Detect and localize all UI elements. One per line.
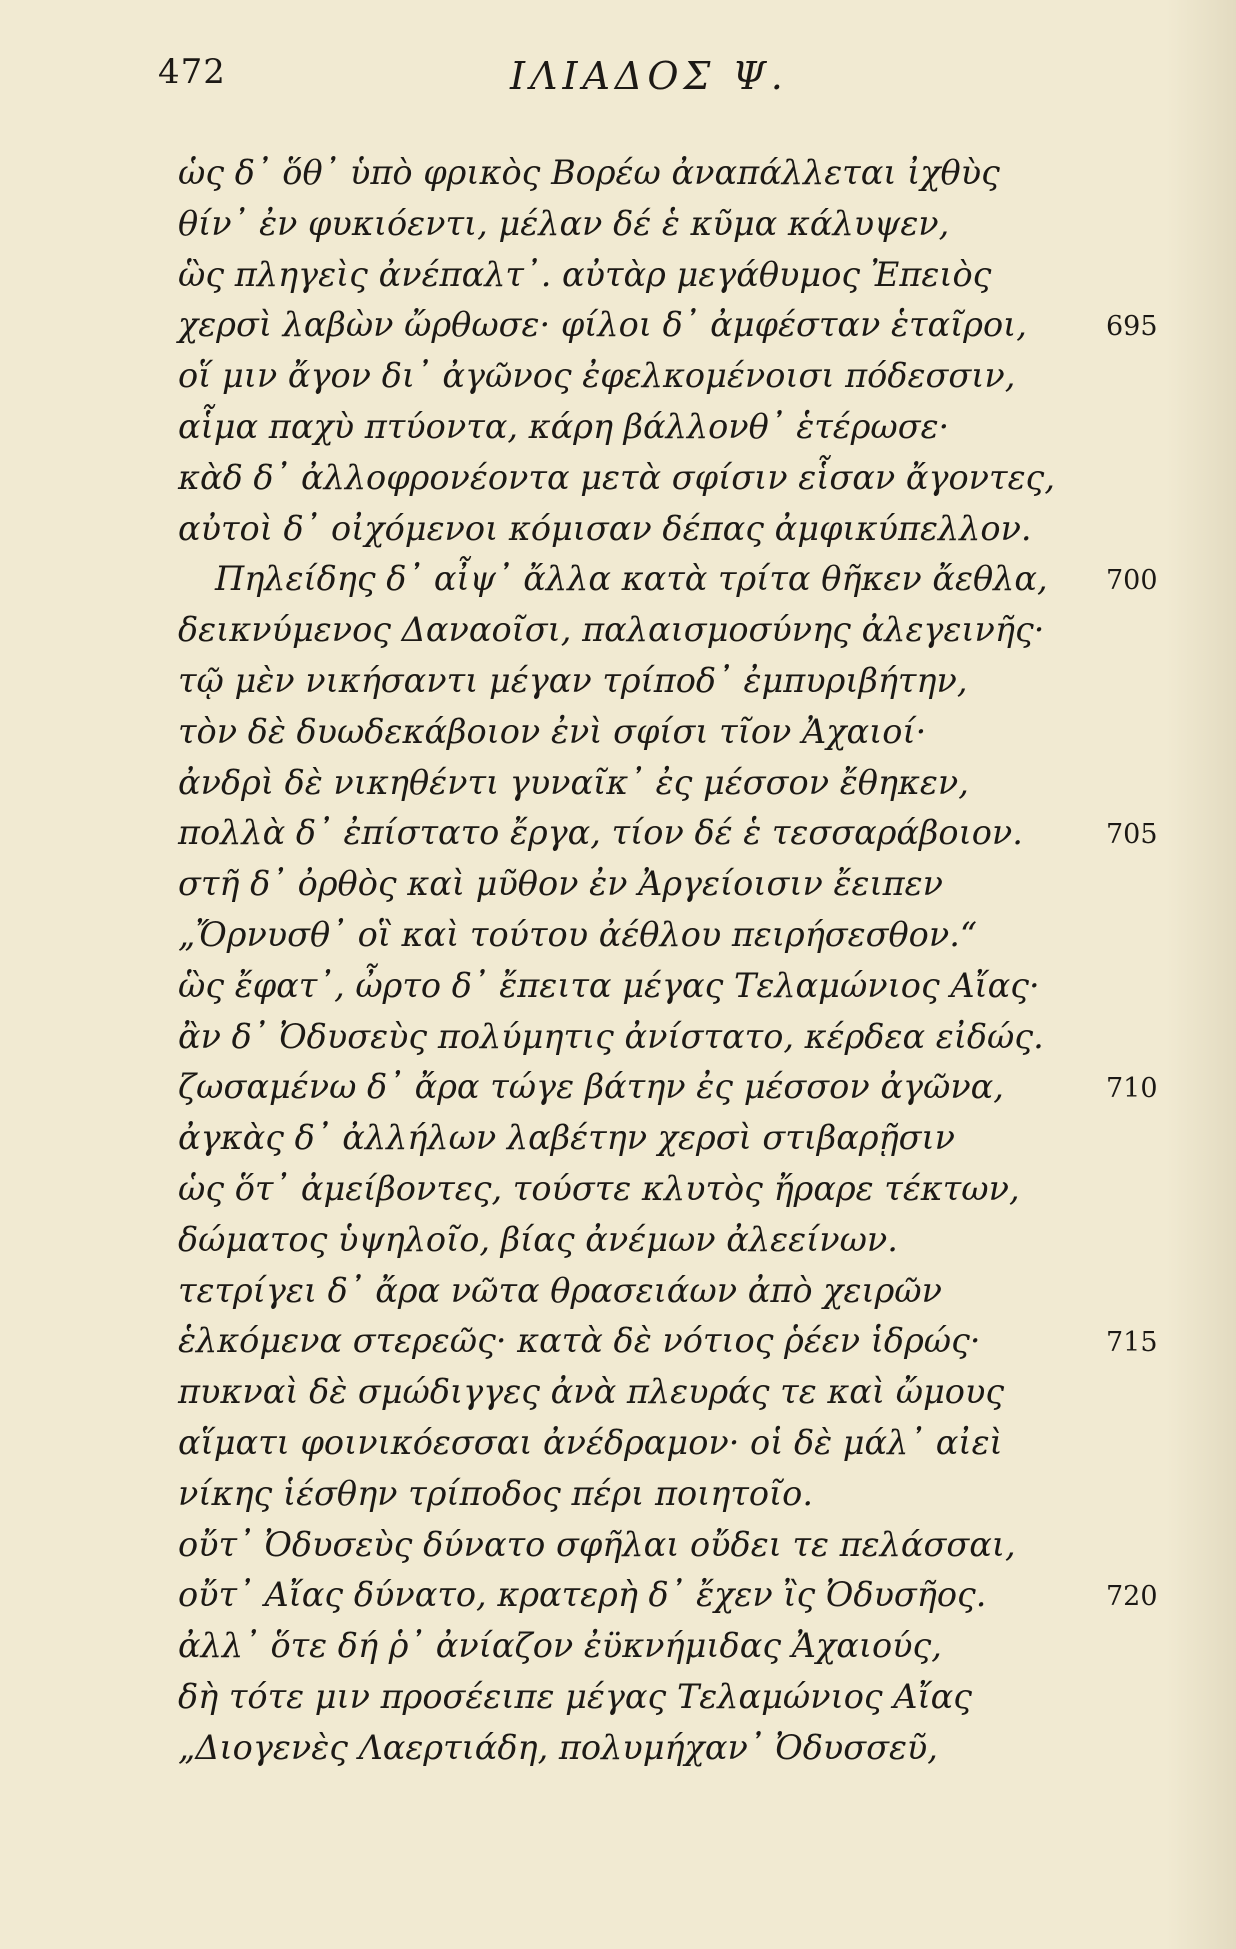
verse-line (0, 1062, 1236, 1113)
verse-line (0, 605, 1236, 656)
line-number: 710 (1106, 1073, 1158, 1105)
verse-text: πυκναὶ δὲ σμώδιγγες ἀνὰ πλευράς τε καὶ ὤμους (178, 1372, 1005, 1412)
verse-block (0, 148, 1236, 1774)
running-head: ΙΛΙΑΔΟΣ Ψ. (510, 54, 788, 98)
verse-text: κὰδ δ᾽ ἀλλοφρονέοντα μετὰ σφίσιν εἷσαν ἄγοντες, (178, 457, 1055, 497)
verse-line (0, 859, 1236, 910)
verse-line (0, 910, 1236, 961)
verse-line (0, 1367, 1236, 1418)
verse-text: ἀνδρὶ δὲ νικηθέντι γυναῖκ᾽ ἐς μέσσον ἔθηκεν, (178, 762, 969, 802)
verse-line (0, 1570, 1236, 1621)
verse-text: ὣς ἔφατ᾽, ὦρτο δ᾽ ἔπειτα μέγας Τελαμώνιος Αἴας· (178, 965, 1040, 1005)
verse-line (0, 961, 1236, 1012)
verse-text: ζωσαμένω δ᾽ ἄρα τώγε βάτην ἐς μέσσον ἀγῶνα, (178, 1067, 1004, 1107)
verse-text: αὐτοὶ δ᾽ οἰχόμενοι κόμισαν δέπας ἀμφικύπελλον. (178, 508, 1032, 548)
verse-line (0, 656, 1236, 707)
verse-text: ἀλλ᾽ ὅτε δή ῥ᾽ ἀνίαζον ἐϋκνήμιδας Ἀχαιούς, (178, 1626, 942, 1666)
verse-text: οὔτ᾽ Ὀδυσεὺς δύνατο σφῆλαι οὔδει τε πελάσσαι, (178, 1524, 1016, 1564)
verse-line (0, 1672, 1236, 1723)
verse-text: ὣς πληγεὶς ἀνέπαλτ᾽. αὐτὰρ μεγάθυμος Ἐπειὸς (178, 254, 992, 294)
verse-line (0, 148, 1236, 199)
verse-line (0, 504, 1236, 555)
verse-line (0, 1621, 1236, 1672)
verse-text: τὸν δὲ δυωδεκάβοιον ἐνὶ σφίσι τῖον Ἀχαιοί· (178, 711, 927, 751)
verse-text: ἀγκὰς δ᾽ ἀλλήλων λαβέτην χερσὶ στιβαρῇσιν (178, 1118, 956, 1158)
verse-line (0, 808, 1236, 859)
verse-text: αἵματι φοινικόεσσαι ἀνέδραμον· οἱ δὲ μάλ᾽ αἰεὶ (178, 1422, 1003, 1462)
verse-line (0, 554, 1236, 605)
verse-text: στῆ δ᾽ ὀρθὸς καὶ μῦθον ἐν Ἀργείοισιν ἔειπεν (178, 864, 943, 904)
verse-text: ὡς δ᾽ ὅθ᾽ ὑπὸ φρικὸς Βορέω ἀναπάλλεται ἰχθὺς (178, 153, 1000, 192)
verse-line (0, 1266, 1236, 1317)
line-number: 705 (1106, 819, 1158, 851)
verse-line (0, 453, 1236, 504)
verse-line (0, 1723, 1236, 1774)
verse-line (0, 707, 1236, 758)
verse-line (0, 199, 1236, 250)
verse-line (0, 1164, 1236, 1215)
verse-text: ἑλκόμενα στερεῶς· κατὰ δὲ νότιος ῥέεν ἱδρώς· (178, 1321, 981, 1361)
line-number: 695 (1106, 311, 1158, 343)
line-number: 700 (1106, 565, 1158, 597)
verse-text: οὔτ᾽ Αἴας δύνατο, κρατερὴ δ᾽ ἔχεν ἲς Ὀδυσῆος. (178, 1575, 987, 1615)
verse-text: Πηλείδης δ᾽ αἶψ᾽ ἄλλα κατὰ τρίτα θῆκεν ἄεθλα, (215, 559, 1048, 599)
verse-line (0, 1520, 1236, 1571)
verse-text: αἷμα παχὺ πτύοντα, κάρη βάλλονθ᾽ ἑτέρωσε· (178, 406, 950, 446)
verse-text: τῷ μὲν νικήσαντι μέγαν τρίποδ᾽ ἐμπυριβήτην, (178, 660, 968, 700)
verse-line (0, 351, 1236, 402)
verse-line (0, 758, 1236, 809)
verse-text: ἂν δ᾽ Ὀδυσεὺς πολύμητις ἀνίστατο, κέρδεα εἰδώς. (178, 1016, 1044, 1056)
line-number: 720 (1106, 1581, 1158, 1613)
verse-text: „Διογενὲς Λαερτιάδη, πολυμήχαν᾽ Ὀδυσσεῦ, (178, 1727, 938, 1767)
verse-line (0, 1316, 1236, 1367)
line-number: 715 (1106, 1327, 1158, 1359)
verse-text: τετρίγει δ᾽ ἄρα νῶτα θρασειάων ἀπὸ χειρῶν (178, 1270, 942, 1310)
verse-text: δεικνύμενος Δαναοῖσι, παλαισμοσύνης ἀλεγεινῆς· (178, 610, 1045, 650)
verse-text: χερσὶ λαβὼν ὤρθωσε· φίλοι δ᾽ ἀμφέσταν ἑταῖροι, (178, 305, 1027, 345)
verse-text: πολλὰ δ᾽ ἐπίστατο ἔργα, τίον δέ ἑ τεσσαράβοιον. (178, 813, 1023, 853)
verse-line (0, 1012, 1236, 1063)
verse-text: νίκης ἱέσθην τρίποδος πέρι ποιητοῖο. (178, 1473, 813, 1513)
verse-text: ὡς ὅτ᾽ ἀμείβοντες, τούστε κλυτὸς ἤραρε τέκτων, (178, 1168, 1020, 1208)
verse-line (0, 1418, 1236, 1469)
verse-text: θίν᾽ ἐν φυκιόεντι, μέλαν δέ ἑ κῦμα κάλυψεν, (178, 203, 950, 243)
verse-line (0, 1113, 1236, 1164)
verse-line (0, 1469, 1236, 1520)
verse-line (0, 250, 1236, 301)
page-header (0, 48, 1236, 108)
verse-text: οἵ μιν ἄγον δι᾽ ἀγῶνος ἐφελκομένοισι πόδεσσιν, (178, 356, 1016, 396)
verse-line (0, 300, 1236, 351)
verse-text: „Ὄρνυσθ᾽ οἳ καὶ τούτου ἀέθλου πειρήσεσθον.“ (178, 914, 977, 954)
verse-line (0, 402, 1236, 453)
verse-text: δώματος ὑψηλοῖο, βίας ἀνέμων ἀλεείνων. (178, 1219, 898, 1259)
page-number: 472 (158, 52, 226, 92)
verse-line (0, 1215, 1236, 1266)
verse-text: δὴ τότε μιν προσέειπε μέγας Τελαμώνιος Αἴας (178, 1676, 973, 1716)
